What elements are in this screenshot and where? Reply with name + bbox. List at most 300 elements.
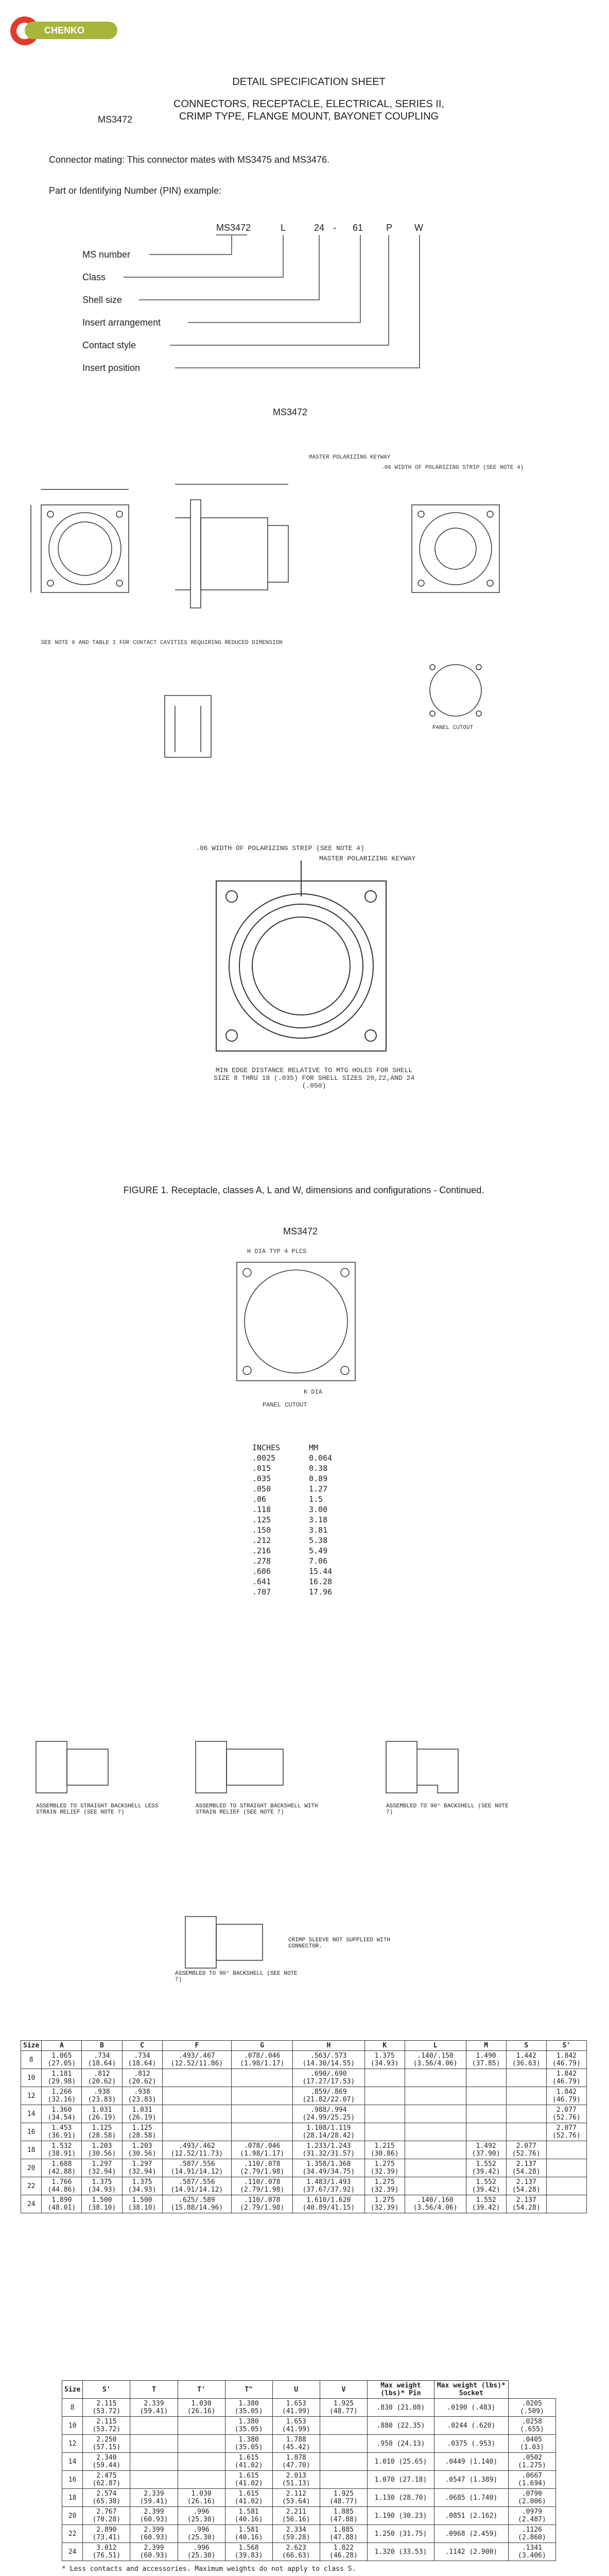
label-panel-cutout-2: PANEL CUTOUT xyxy=(263,1401,307,1409)
table-cell: 2.574 (65.38) xyxy=(83,2489,130,2507)
table-cell: 1.130 (28.70) xyxy=(367,2489,434,2507)
table-cell: 1.552 (39.42) xyxy=(466,2177,506,2195)
table-cell: 1.568 (39.83) xyxy=(225,2543,272,2561)
table-cell: 1.688 (42.88) xyxy=(42,2159,82,2177)
subtitle-line-1: CONNECTORS, RECEPTACLE, ELECTRICAL, SERIES II, xyxy=(173,98,445,110)
table-cell: 1.275 (32.39) xyxy=(364,2195,405,2213)
table-cell: 1.552 (39.42) xyxy=(466,2195,506,2213)
pin-part-position: W xyxy=(414,223,423,233)
conversion-row xyxy=(252,1484,332,1494)
table-cell: 1.070 (27.18) xyxy=(367,2471,434,2489)
conversion-row xyxy=(252,1504,332,1515)
table-cell: .587/.556 (14.91/14.12) xyxy=(162,2159,232,2177)
table-row xyxy=(62,2399,556,2417)
table-header-cell: C xyxy=(122,2041,162,2051)
table-cell: 1.190 (30.23) xyxy=(367,2507,434,2525)
conversion-row xyxy=(252,1515,332,1525)
table-cell: .563/.573 (14.30/14.55) xyxy=(293,2051,364,2069)
table-header-row xyxy=(21,2041,587,2051)
table-cell: .140/.150 (3.56/4.06) xyxy=(405,2051,466,2069)
front-view-large xyxy=(154,840,463,1159)
table-cell: 1.483/1.493 (37.67/37.92) xyxy=(293,2177,364,2195)
conv-mm: 0.38 xyxy=(309,1464,328,1473)
table-cell: 1.581 (40.16) xyxy=(225,2525,272,2543)
table-cell: 18 xyxy=(21,2141,42,2159)
table-row xyxy=(21,2141,587,2159)
conv-inches: .06 xyxy=(252,1495,267,1504)
table-cell: 1.181 (29.98) xyxy=(42,2069,82,2087)
table-cell xyxy=(466,2069,506,2087)
conversion-table xyxy=(252,1443,332,1597)
conv-inches: .050 xyxy=(252,1484,271,1494)
table-cell xyxy=(506,2087,546,2105)
conv-inches: .606 xyxy=(252,1567,271,1576)
conversion-rows xyxy=(252,1453,332,1597)
table-cell: .950 (24.13) xyxy=(367,2435,434,2453)
table-cell xyxy=(162,2087,232,2105)
table-cell: .734 (18.64) xyxy=(122,2051,162,2069)
conversion-row xyxy=(252,1473,332,1484)
table-cell: 2.077 (52.76) xyxy=(506,2141,546,2159)
dimension-table-2 xyxy=(62,2380,556,2573)
pin-part-insert: 61 xyxy=(353,223,363,233)
table-row xyxy=(21,2159,587,2177)
doc-type: DETAIL SPECIFICATION SHEET xyxy=(232,76,386,88)
table-header-cell: L xyxy=(405,2041,466,2051)
table-cell: 1.842 (46.79) xyxy=(546,2051,586,2069)
table-cell: 12 xyxy=(21,2087,42,2105)
table-header-cell: F xyxy=(162,2041,232,2051)
table-cell xyxy=(466,2123,506,2141)
table-cell: 8 xyxy=(21,2051,42,2069)
conv-inches: .278 xyxy=(252,1556,271,1566)
table-cell: 1.233/1.243 (31.32/31.57) xyxy=(293,2141,364,2159)
table-cell xyxy=(178,2417,225,2435)
table-cell: 16 xyxy=(62,2471,83,2489)
table-cell: .996 (25.30) xyxy=(178,2525,225,2543)
conversion-row xyxy=(252,1525,332,1535)
conv-mm: 7.06 xyxy=(309,1556,328,1566)
table-cell xyxy=(320,2453,367,2471)
table-cell: 1.360 (34.54) xyxy=(42,2105,82,2123)
dimension-table-1 xyxy=(21,2040,587,2213)
table-cell: 1.010 (25.65) xyxy=(367,2453,434,2471)
table-cell: 2.137 (54.28) xyxy=(506,2177,546,2195)
table-cell: 2.137 (54.28) xyxy=(506,2159,546,2177)
table-cell: .0685 (1.740) xyxy=(434,2489,508,2507)
table-cell: 20 xyxy=(62,2507,83,2525)
table-cell: 2.112 (53.64) xyxy=(272,2489,320,2507)
table-cell: 1.031 (26.19) xyxy=(82,2105,122,2123)
conv-mm: 0.064 xyxy=(309,1453,333,1463)
table-cell: .880 (22.35) xyxy=(367,2417,434,2435)
table-cell: 1.203 (30.56) xyxy=(122,2141,162,2159)
panel-cutout-drawing xyxy=(216,1242,402,1412)
table-cell: 1.442 (36.63) xyxy=(506,2051,546,2069)
table-cell: .812 (20.62) xyxy=(122,2069,162,2087)
table-cell: .812 (20.62) xyxy=(82,2069,122,2087)
label-k-dia: K DIA xyxy=(304,1388,323,1396)
table-header-cell: B xyxy=(82,2041,122,2051)
table-header-cell: H xyxy=(293,2041,364,2051)
table-cell xyxy=(178,2435,225,2453)
doc-number: MS3472 xyxy=(98,114,133,125)
table-cell: .1341 (3.406) xyxy=(508,2543,555,2561)
table-cell: .078/.046 (1.98/1.17) xyxy=(232,2051,293,2069)
table-cell xyxy=(405,2159,466,2177)
table-cell: .0375 (.953) xyxy=(434,2435,508,2453)
conv-mm: 3.18 xyxy=(309,1515,328,1524)
table-row xyxy=(62,2525,556,2543)
table-cell xyxy=(364,2069,405,2087)
receptacle-drawing xyxy=(21,428,592,829)
table-cell xyxy=(546,2177,586,2195)
table-cell: 1.453 (36.91) xyxy=(42,2123,82,2141)
table-cell: 22 xyxy=(62,2525,83,2543)
label-panel-cutout: PANEL CUTOUT xyxy=(432,725,474,731)
table-cell xyxy=(546,2159,586,2177)
table-cell: 1.842 (46.79) xyxy=(546,2069,586,2087)
table-cell: .1126 (2.860) xyxy=(508,2525,555,2543)
table-cell: 1.380 (35.05) xyxy=(225,2399,272,2417)
table-row xyxy=(62,2507,556,2525)
table-cell: 1.203 (30.56) xyxy=(82,2141,122,2159)
table-cell: 2.077 (52.76) xyxy=(546,2123,586,2141)
backshell-note-4: ASSEMBLED TO 90° BACKSHELL (SEE NOTE 7) xyxy=(175,1971,298,1983)
conversion-row xyxy=(252,1577,332,1587)
table-cell: 18 xyxy=(62,2489,83,2507)
table-cell: .140/.160 (3.56/4.06) xyxy=(405,2195,466,2213)
label-h-dia: H DIA TYP 4 PLCS xyxy=(247,1248,307,1255)
table-header-row xyxy=(62,2381,556,2399)
pin-field-class: Class xyxy=(82,272,106,282)
conv-mm: 5.38 xyxy=(309,1536,328,1545)
table-cell: .587/.556 (14.91/14.12) xyxy=(162,2177,232,2195)
table-cell: 1.275 (32.39) xyxy=(364,2177,405,2195)
table-header-cell: S' xyxy=(83,2381,130,2399)
conversion-row xyxy=(252,1463,332,1473)
table-cell: 3.012 (76.51) xyxy=(83,2543,130,2561)
doc-subtitle xyxy=(154,98,463,123)
table-cell: 2.399 (60.93) xyxy=(130,2543,178,2561)
table-cell: .0851 (2.162) xyxy=(434,2507,508,2525)
table-cell: .690/.690 (17.27/17.53) xyxy=(293,2069,364,2087)
table-cell xyxy=(320,2417,367,2435)
table-cell: 1.822 (46.28) xyxy=(320,2543,367,2561)
table-row xyxy=(62,2435,556,2453)
table-cell: .493/.467 (12.52/11.86) xyxy=(162,2051,232,2069)
backshell-note-3: ASSEMBLED TO 90° BACKSHELL (SEE NOTE 7) xyxy=(386,1803,509,1816)
figure-1-caption: FIGURE 1. Receptacle, classes A, L and W, dimensions and configurations - Continued. xyxy=(123,1185,484,1195)
table-cell: 1.125 (28.58) xyxy=(82,2123,122,2141)
table-row xyxy=(21,2195,587,2213)
table-cell: 24 xyxy=(62,2543,83,2561)
table-row xyxy=(62,2453,556,2471)
table-cell xyxy=(466,2087,506,2105)
table-cell: 2.340 (59.44) xyxy=(83,2453,130,2471)
table-cell: 1.275 (32.39) xyxy=(364,2159,405,2177)
brand-name: CHENKO xyxy=(44,25,85,36)
pin-diagram xyxy=(77,216,489,386)
table-cell: 1.065 (27.05) xyxy=(42,2051,82,2069)
pin-part-class: L xyxy=(281,223,286,233)
table-row xyxy=(62,2471,556,2489)
table-cell xyxy=(178,2453,225,2471)
table-cell: 1.788 (45.42) xyxy=(272,2435,320,2453)
table-cell: .859/.869 (21.82/22.07) xyxy=(293,2087,364,2105)
table-cell: .110/.078 (2.79/1.98) xyxy=(232,2177,293,2195)
table-cell: .0790 (2.006) xyxy=(508,2489,555,2507)
table-cell: .0205 (.509) xyxy=(508,2399,555,2417)
table-header-cell: T xyxy=(130,2381,178,2399)
rear-flange xyxy=(412,505,499,592)
table-cell xyxy=(546,2195,586,2213)
pin-field-position: Insert position xyxy=(82,363,141,373)
table-cell: .0667 (1.694) xyxy=(508,2471,555,2489)
table-cell xyxy=(506,2105,546,2123)
pin-field-ms: MS number xyxy=(82,249,131,260)
conv-inches: .150 xyxy=(252,1526,271,1535)
table-header-cell: T" xyxy=(225,2381,272,2399)
conv-header-mm: MM xyxy=(309,1443,319,1452)
brand-suffix: CONNECTORS xyxy=(44,45,92,53)
table-cell xyxy=(232,2123,293,2141)
pin-field-insert: Insert arrangement xyxy=(82,317,161,328)
table-cell xyxy=(130,2435,178,2453)
pin-field-contact: Contact style xyxy=(82,340,136,350)
table-header-cell: Max weight (lbs)* Pin xyxy=(367,2381,434,2399)
table-cell: 1.500 (38.10) xyxy=(82,2195,122,2213)
table-cell xyxy=(162,2069,232,2087)
table-cell xyxy=(162,2105,232,2123)
conversion-row xyxy=(252,1587,332,1597)
table-cell: 10 xyxy=(62,2417,83,2435)
table-cell: 2.399 (60.93) xyxy=(130,2507,178,2525)
table-cell: .0258 (.655) xyxy=(508,2417,555,2435)
table-cell xyxy=(364,2087,405,2105)
table-cell: .0190 (.483) xyxy=(434,2399,508,2417)
table-cell: 1.885 (47.88) xyxy=(320,2507,367,2525)
conversion-row xyxy=(252,1535,332,1546)
table-row xyxy=(21,2069,587,2087)
table-cell: 1.615 (41.02) xyxy=(225,2471,272,2489)
table-cell: .938 (23.83) xyxy=(122,2087,162,2105)
table-header-cell: U xyxy=(272,2381,320,2399)
pin-part-contact: P xyxy=(386,223,393,233)
table-cell: .988/.994 (24.99/25.25) xyxy=(293,2105,364,2123)
table-cell: 1.615 (41.02) xyxy=(225,2489,272,2507)
dim-note: * Less contacts and accessories. Maximum weights do not apply to class S. xyxy=(62,2565,356,2573)
table-cell: 2.623 (66.63) xyxy=(272,2543,320,2561)
table-cell: .938 (23.83) xyxy=(82,2087,122,2105)
table-cell: 1.532 (38.91) xyxy=(42,2141,82,2159)
table-cell: 2.339 (59.41) xyxy=(130,2399,178,2417)
table-cell: 1.030 (26.16) xyxy=(178,2399,225,2417)
table-header-cell: Size xyxy=(62,2381,83,2399)
table-cell: 1.266 (32.16) xyxy=(42,2087,82,2105)
backshell-views xyxy=(21,1710,587,1983)
table-cell: 1.615 (41.02) xyxy=(225,2453,272,2471)
table-cell: 1.610/1.620 (40.89/41.15) xyxy=(293,2195,364,2213)
table-header-cell: S' xyxy=(546,2041,586,2051)
conv-header-in: INCHES xyxy=(252,1443,281,1452)
table-cell xyxy=(405,2141,466,2159)
conv-mm: 1.5 xyxy=(309,1495,323,1504)
table-cell xyxy=(405,2105,466,2123)
table-header-cell: Size xyxy=(21,2041,42,2051)
table-cell xyxy=(546,2141,586,2159)
table-cell: 1.215 (30.86) xyxy=(364,2141,405,2159)
table-cell: 14 xyxy=(21,2105,42,2123)
table-cell: 1.380 (35.05) xyxy=(225,2417,272,2435)
conv-mm: 0.89 xyxy=(309,1474,328,1483)
table-cell: 2.115 (53.72) xyxy=(83,2399,130,2417)
table-cell: .734 (18.64) xyxy=(82,2051,122,2069)
conv-mm: 3.81 xyxy=(309,1526,328,1535)
conv-mm: 1.27 xyxy=(309,1484,328,1494)
label-min-edge: MIN EDGE DISTANCE RELATIVE TO MTG HOLES FOR SHELL SIZE 8 THRU 18 (.035) FOR SHELL SIZES 20,22,AND 24 (.050) xyxy=(213,1066,415,1090)
table-cell: .625/.589 (15.88/14.96) xyxy=(162,2195,232,2213)
table-cell: 14 xyxy=(62,2453,83,2471)
backshell-note-2: ASSEMBLED TO STRAIGHT BACKSHELL WITH STRAIN RELIEF (SEE NOTE 7) xyxy=(196,1803,318,1816)
subtitle-line-2: CRIMP TYPE, FLANGE MOUNT, BAYONET COUPLING xyxy=(179,111,439,122)
table-cell xyxy=(506,2123,546,2141)
table-cell: 2.475 (62.87) xyxy=(83,2471,130,2489)
panel-cutout-small xyxy=(430,665,481,716)
table-cell xyxy=(232,2087,293,2105)
table-cell: 1.653 (41.99) xyxy=(272,2417,320,2435)
table-cell: 2.077 (52.76) xyxy=(546,2105,586,2123)
table-cell xyxy=(130,2453,178,2471)
table-cell: 1.375 (34.93) xyxy=(364,2051,405,2069)
table-header-cell: K xyxy=(364,2041,405,2051)
conv-mm: 3.00 xyxy=(309,1505,328,1514)
table-cell: 2.399 (60.93) xyxy=(130,2525,178,2543)
table-cell: .830 (21.08) xyxy=(367,2399,434,2417)
table-row xyxy=(21,2105,587,2123)
conv-inches: .212 xyxy=(252,1536,271,1545)
conversion-row xyxy=(252,1494,332,1504)
table-cell: .0547 (1.389) xyxy=(434,2471,508,2489)
table-cell: 1.842 (46.79) xyxy=(546,2087,586,2105)
table-cell: 10 xyxy=(21,2069,42,2087)
figure-label: MS3472 xyxy=(273,407,308,417)
table-cell: 1.500 (38.10) xyxy=(122,2195,162,2213)
flange-large xyxy=(216,881,386,1051)
table-row xyxy=(21,2051,587,2069)
table-row xyxy=(21,2123,587,2141)
table-cell: 1.125 (28.58) xyxy=(122,2123,162,2141)
logo-wordmark xyxy=(25,22,117,53)
table-cell: 22 xyxy=(21,2177,42,2195)
table-cell: 2.115 (53.72) xyxy=(83,2417,130,2435)
table-cell: 1.492 (37.90) xyxy=(466,2141,506,2159)
table-header-cell: G xyxy=(232,2041,293,2051)
table-cell: 1.320 (33.53) xyxy=(367,2543,434,2561)
table-row xyxy=(21,2087,587,2105)
table-cell: .0244 (.620) xyxy=(434,2417,508,2435)
table-cell: 1.890 (48.01) xyxy=(42,2195,82,2213)
conv-mm: 16.28 xyxy=(309,1577,333,1586)
pin-part-ms: MS3472 xyxy=(216,223,251,233)
table-cell: 16 xyxy=(21,2123,42,2141)
table-cell xyxy=(405,2123,466,2141)
conversion-row xyxy=(252,1546,332,1556)
conv-inches: .0025 xyxy=(252,1453,276,1463)
table-cell: 1.108/1.119 (28.14/28.42) xyxy=(293,2123,364,2141)
table-cell: .0502 (1.275) xyxy=(508,2453,555,2471)
table-row xyxy=(21,2177,587,2195)
table-cell: 1.925 (48.77) xyxy=(320,2489,367,2507)
table-header-cell: M xyxy=(466,2041,506,2051)
dim-table-2 xyxy=(62,2380,556,2561)
conv-mm: 15.44 xyxy=(309,1567,333,1576)
pin-example-label: Part or Identifying Number (PIN) example: xyxy=(49,185,222,196)
pin-leader-lines xyxy=(124,235,420,368)
table-cell: 1.878 (47.70) xyxy=(272,2453,320,2471)
table-cell xyxy=(232,2105,293,2123)
table-cell: 1.380 (35.05) xyxy=(225,2435,272,2453)
table-cell xyxy=(162,2123,232,2141)
conv-inches: .015 xyxy=(252,1464,271,1473)
conv-mm: 17.96 xyxy=(309,1587,333,1597)
table-cell xyxy=(320,2435,367,2453)
conv-inches: .641 xyxy=(252,1577,271,1586)
conv-mm: 5.49 xyxy=(309,1546,328,1555)
table-row xyxy=(62,2489,556,2507)
table-cell: 2.890 (73.41) xyxy=(83,2525,130,2543)
side-flange xyxy=(190,500,201,608)
table-cell: 1.581 (40.16) xyxy=(225,2507,272,2525)
table-cell xyxy=(320,2471,367,2489)
table-cell xyxy=(364,2123,405,2141)
conv-inches: .125 xyxy=(252,1515,271,1524)
table-cell: 20 xyxy=(21,2159,42,2177)
table-cell: 1.358/1.368 (34.49/34.75) xyxy=(293,2159,364,2177)
table-header-cell: S xyxy=(506,2041,546,2051)
table-row xyxy=(62,2543,556,2561)
pin-field-size: Shell size xyxy=(82,295,123,305)
table-header-cell: V xyxy=(320,2381,367,2399)
table-cell: 1.031 (26.19) xyxy=(122,2105,162,2123)
table-cell xyxy=(130,2417,178,2435)
table-cell: 1.552 (39.42) xyxy=(466,2159,506,2177)
table-cell: .0979 (2.487) xyxy=(508,2507,555,2525)
conversion-row xyxy=(252,1556,332,1566)
table-cell xyxy=(232,2069,293,2087)
label-keyway: MASTER POLARIZING KEYWAY xyxy=(319,855,416,862)
backshell-note-1: ASSEMBLED TO STRAIGHT BACKSHELL LESS STRAIN RELIEF (SEE NOTE 7) xyxy=(36,1803,159,1816)
table-cell xyxy=(506,2069,546,2087)
table-cell: 24 xyxy=(21,2195,42,2213)
table-cell xyxy=(405,2087,466,2105)
brand-logo xyxy=(10,14,118,53)
table-cell: 2.767 (70.28) xyxy=(83,2507,130,2525)
table-cell: 2.211 (56.16) xyxy=(272,2507,320,2525)
table-cell: 2.137 (54.28) xyxy=(506,2195,546,2213)
front-flange xyxy=(41,505,129,592)
table-cell: 1.925 (48.77) xyxy=(320,2399,367,2417)
table-cell: 1.297 (32.94) xyxy=(82,2159,122,2177)
table-cell: 1.490 (37.85) xyxy=(466,2051,506,2069)
conversion-row xyxy=(252,1566,332,1577)
table-cell: 1.375 (34.93) xyxy=(82,2177,122,2195)
table-cell: 2.339 (59.41) xyxy=(130,2489,178,2507)
label-master-keyway: MASTER POLARIZING KEYWAY xyxy=(309,454,391,461)
table-header-cell: T' xyxy=(178,2381,225,2399)
table-cell: .1142 (2.900) xyxy=(434,2543,508,2561)
table-cell: 2.250 (57.15) xyxy=(83,2435,130,2453)
